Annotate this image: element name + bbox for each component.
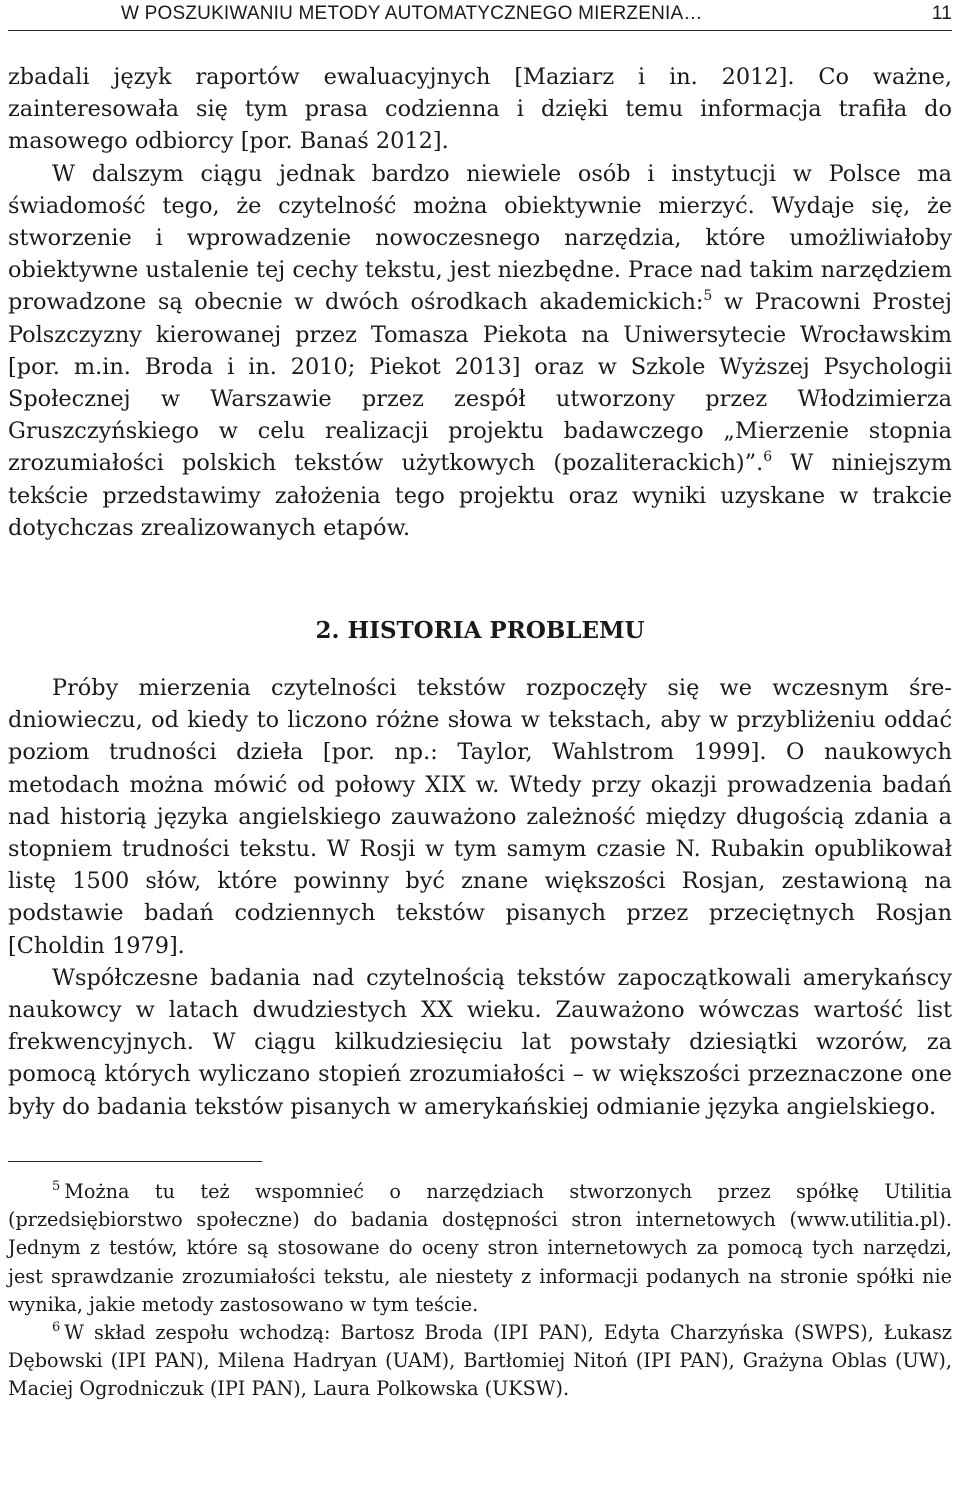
paragraph-text: W niniejszym tekście przedstawimy założenia tego projektu oraz wyniki uzyskane w trakcie dotychczas zrealizowanych etapów.: [8, 450, 953, 541]
running-header-title: W POSZUKIWANIU METODY AUTOMATYCZNEGO MIERZENIA…: [121, 3, 703, 24]
running-header: [8, 0, 952, 31]
main-text: [8, 61, 952, 1123]
footnote-mark-6: 6: [52, 1319, 61, 1335]
footnote-text: Można tu też wspomnieć o narzędziach stworzonych przez spółkę Utilitia (przedsiębiorstwo społeczne) do badania dostępności stron internetowych (www.​utilitia.pl). Jednym z testów, które są stosowane do oceny stron internetowych za pomocą tych narzędzi, jest sprawdzanie zrozumiałości tekstu, ale niestety z informacji podanych na stronie spółki nie wynika, jakie metody zastosowano w tym teście.: [8, 1179, 952, 1316]
footnote-5: [8, 1178, 952, 1319]
paragraph: [8, 158, 952, 544]
page-number: 11: [931, 3, 952, 24]
footnote-text: W skład zespołu wchodzą: Bartosz Broda (IPI PAN), Edyta Charzyńska (SWPS), Łukasz Dębowski (IPI PAN), Milena Hadryan (UAM), Bartłomiej Nitoń (IPI PAN), Grażyna Oblas (UW), Maciej Ogrodniczuk (IPI PAN), Laura Polkowska (UKSW).: [8, 1320, 952, 1401]
footnote-6: [8, 1319, 952, 1404]
footnote-mark-5: 5: [52, 1178, 61, 1194]
paragraph: Współczesne badania nad czytelnością tekstów zapoczątkowali amerykańscy naukowcy w latach dwudziestych XX wieku. Zauważono wówczas wartość list frekwencyjnych. W ciągu kilkudziesięciu lat powstały dziesiątki wzorów, za pomocą których wyliczano stopień zrozumiałości – w większości przeznaczone one były do badania tekstów pisanych w amerykańskiej odmianie języka angielskiego.: [8, 964, 952, 1120]
paragraph-continued: zbadali język raportów ewaluacyjnych [Maziarz i in. 2012]. Co ważne, zainteresowała się tym prasa codzienna i dzięki temu informacja trafiła do masowego odbiorcy [por. Banaś 2012].: [8, 64, 952, 155]
footnote-ref-5[interactable]: 5: [703, 288, 713, 305]
paragraph: Próby mierzenia czytelności tekstów rozpoczęły się we wczesnym średniowieczu, od kiedy to liczono różne słowa w tekstach, aby w przybliżeniu oddać poziom trudności dzieła [por. np.: Taylor, Wahlstrom 1999]. O naukowych metodach można mówić od połowy XIX w. Wtedy przy okazji prowadzenia badań nad historią języka angielskiego zauważono zależność między długością zdania a stopniem trudności tekstu. W Rosji w tym samym czasie N. Rubakin opublikował listę 1500 słów, które powinny być znane większości Rosjan, zestawioną na podstawie badań codziennych tekstów pisanych przez przeciętnych Rosjan [Choldin 1979].: [8, 675, 952, 959]
footnote-divider: [8, 1161, 262, 1162]
paragraph-text: w Pracowni Prostej Polszczyzny kierowanej przez Tomasza Piekota na Uniwersytecie Wrocławskim [por. m.in. Broda i in. 2010; Piekot 2013] oraz w Szkole Wyższej Psychologii Społecznej w Warszawie przez zespół utworzony przez Włodzimierza Gruszczyńskiego w celu realizacji projektu badawczego „Mierzenie stopnia zrozumiałości polskich tekstów użytkowych (pozaliterackich)”.: [8, 289, 952, 477]
footnotes: [8, 1178, 952, 1404]
section-heading: 2. HISTORIA PROBLEMU: [315, 617, 645, 645]
paragraph-text: W dalszym ciągu jednak bardzo niewiele osób i instytucji w Polsce ma świadomość tego, że czytelność można obiektywnie mierzyć. Wydaje się, że stworzenie i wprowadzenie nowoczesnego narzędzia, które umożliwiałoby obiektywne ustalenie tej cechy tekstu, jest niezbędne. Prace nad takim narzędziem prowadzone są obecnie w dwóch ośrodkach akademickich:: [8, 160, 953, 316]
footnote-ref-6[interactable]: 6: [763, 449, 773, 466]
page: [8, 0, 952, 1404]
